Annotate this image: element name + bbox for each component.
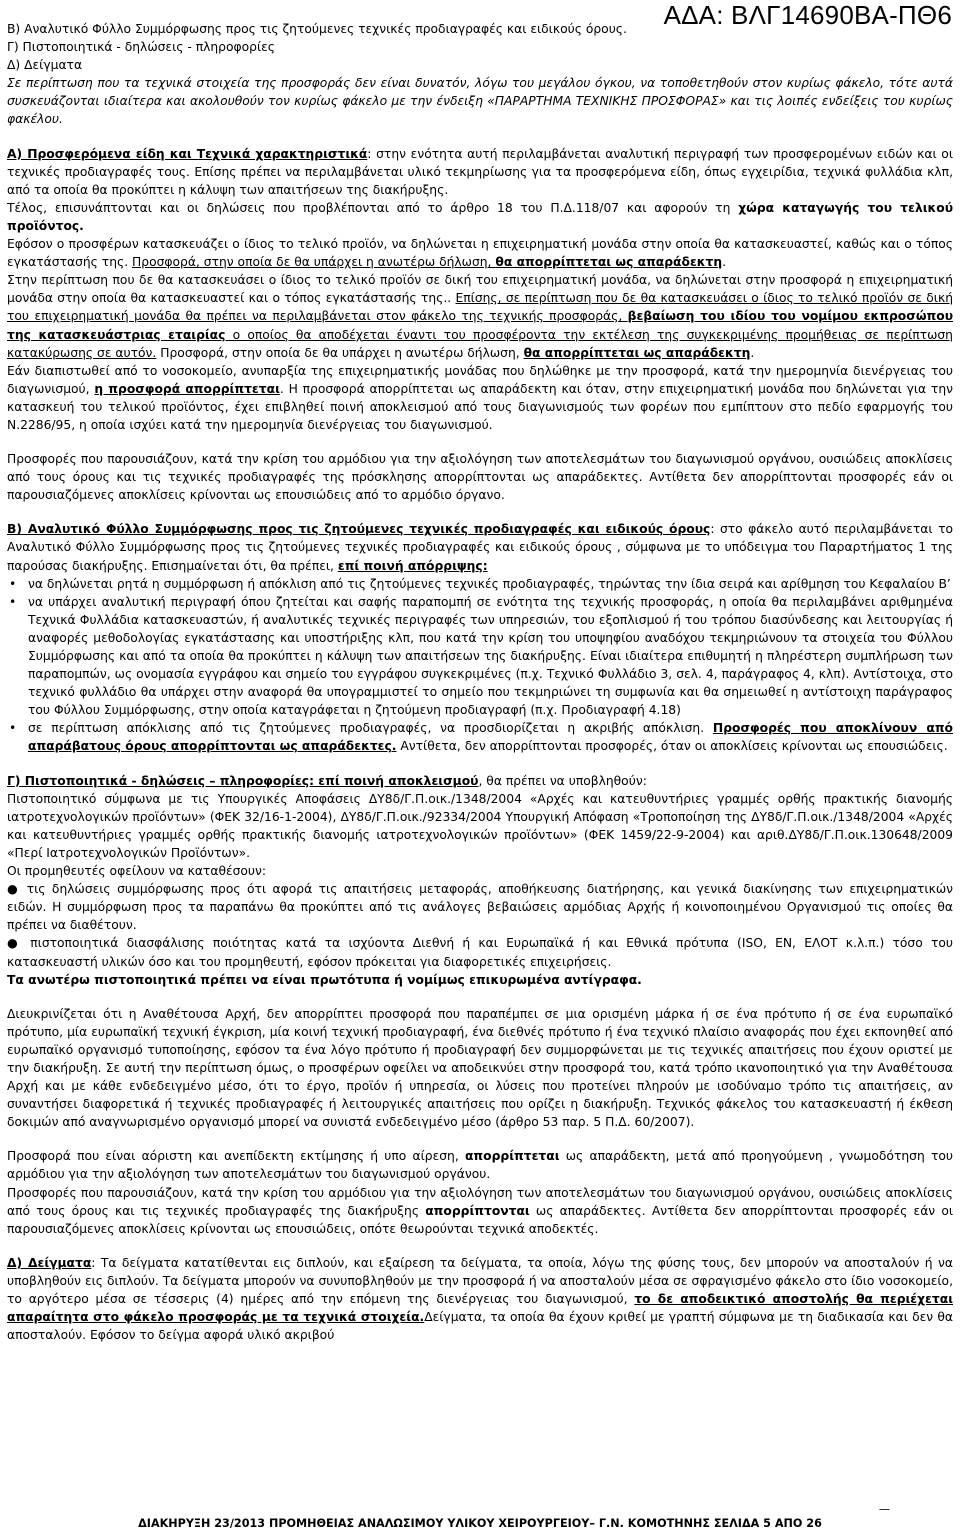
section-b-list — [7, 575, 953, 756]
section-g-p6: Διευκρινίζεται ότι η Αναθέτουσα Αρχή, δεν απορρίπτει προσφορά που παραπέμπει σε μια ορισμένη μάρκα ή σε ένα πρότυπο ή σε ένα ευρωπαϊκό πρότυπο, μία ευρωπαϊκή τεχνική έγκριση, μία κοινή τεχνική προδιαγραφή, ένα διεθνές πρότυπο ή ένα τεχνικό πλαίσιο αναφοράς που έχει εκπονηθεί από ευρωπαϊκό οργανισμό τυποποίησης, εφόσον τα ένα λόγο πρότυπο ή προδιαγραφή δεν συμμορφώνεται με τις τεχνικές απαιτήσεις που έχουν οριστεί με την διακήρυξη. Σε αυτή την περίπτωση όμως, ο προσφέρων οφείλει να αποδεικνύει στην προσφορά του, κατά τρόπο ικανοποιητικό για την Αναθέτουσα Αρχή και με κάθε ενδεδειγμένο μέσο, ότι το έργο, προϊόν ή υπηρεσία, οι λύσεις που προτείνει πληρούν με ισοδύναμο τρόπο τις απαιτήσεις, αν συναντήσει διαφορετικά ή τεχνικές προδιαγραφές ή λειτουργικές απαιτήσεις που ορίζει η διακήρυξη. Τεχνικός φάκελος του κατασκευαστή ή έκθεση δοκιμών από αναγνωρισμένο οργανισμό μπορεί να συνιστά ενδεδειγμένο μέσο (άρθρο 53 παρ. 5 Π.Δ. 60/2007). — [7, 1006, 953, 1130]
list-item: • σε περίπτωση απόκλισης από τις ζητούμενες προδιαγραφές, να προσδιορίζεται η ακριβής απόκλιση. Προσφορές που αποκλίνουν από απαράβατους όρους απορρίπτονται ως απαράδεκτες. Αντίθετα, δεν απορρίπτονται προσφορές, όταν οι αποκλίσεις κρίνονται ως επουσιώδεις. — [7, 719, 953, 755]
section-a-p2: Τέλος, επισυνάπτονται και οι δηλώσεις που προβλέπονται από το άρθρο 18 του Π.Δ.118/07 και αφορούν τη χώρα καταγωγής του τελικού προϊόντος. — [7, 200, 954, 233]
section-g-heading: Γ) Πιστοποιητικά - δηλώσεις – πληροφορίες: — [7, 773, 315, 788]
intro-note: Σε περίπτωση που τα τεχνικά στοιχεία της προσφοράς δεν είναι δυνατόν, λόγω του μεγάλου όγκου, να τοποθετηθούν στον κυρίως φάκελο, τότε αυτά συσκευάζονται ιδιαίτερα και ακολουθούν τον κυρίως φάκελο με την ένδειξη «ΠΑΡΑΡΤΗΜΑ ΤΕΧΝΙΚΗΣ ΠΡΟΣΦΟΡΑΣ» και τις λοιπές ενδείξεις του κυρίως φακέλου. — [7, 76, 953, 127]
section-a-p5: Εάν διαπιστωθεί από το νοσοκομείο, ανυπαρξία της επιχειρηματικής μονάδας που δηλώθηκε με την προσφορά, κατά την ημερομηνία διενέργειας του διαγωνισμού, η προσφορά απορρίπτεται. Η προσφορά απορρίπτεται ως απαράδεκτη και όταν, στην επιχειρηματική μονάδα που δηλώνεται για την κατασκευή του τελικού προϊόντος, έχει επιβληθεί ποινή αποκλεισμού από τους διαγωνισμούς των φορέων που εμπίπτουν στο πεδίο εφαρμογής του Ν.2286/95, η οποία ισχύει κατά την ημερομηνία διενέργειας του διαγωνισμού. — [7, 363, 953, 432]
section-g-p2: Οι προμηθευτές οφείλουν να καταθέσουν: — [7, 864, 267, 879]
intro-line-g: Γ) Πιστοποιητικά - δηλώσεις - πληροφορίες — [7, 40, 275, 55]
section-g-p3: ● τις δηλώσεις συμμόρφωσης προς ότι αφορά τις απαιτήσεις μεταφοράς, αποθήκευσης διατήρησης, και γενικά διακίνησης των επιχειρηματικών ειδών. Η συμμόρφωση προς τα παραπάνω θα προκύπτει από τις ανάλογες βεβαιώσεις αρμόδιας Αρχής ή κοινοποιημένου Οργανισμού τις οποίες θα πρέπει να διαθέτουν. — [7, 882, 953, 933]
section-a-heading: Α) Προσφερόμενα είδη και Τεχνικά χαρακτηριστικά — [7, 146, 368, 161]
section-b-heading: Β) Αναλυτικό Φύλλο Συμμόρφωσης προς τις ζητούμενες τεχνικές προδιαγραφές και ειδικούς όρους — [7, 522, 711, 537]
ada-code: ΑΔΑ: ΒΛΓ14690ΒΑ-ΠΘ6 — [663, 0, 952, 30]
section-g-p5: Τα ανωτέρω πιστοποιητικά πρέπει να είναι πρωτότυπα ή νομίμως επικυρωμένα αντίγραφα. — [7, 972, 642, 987]
footer-dash: — — [878, 1503, 890, 1516]
footer-text: ΔΙΑΚΗΡΥΞΗ 23/2013 ΠΡΟΜΗΘΕΙΑΣ ΑΝΑΛΩΣΙΜΟΥ ΥΛΙΚΟΥ ΧΕΙΡΟΥΡΓΕΙΟΥ– Γ.Ν. ΚΟΜΟΤΗΝΗΣ ΣΕΛΙΔΑ 5 ΑΠΟ 26 — [138, 1517, 822, 1530]
list-item: • να δηλώνεται ρητά η συμμόρφωση ή απόκλιση από τις ζητούμενες τεχνικές προδιαγραφές, τηρώντας την ίδια σειρά και αρίθμηση του Κεφαλαίου Β’ — [7, 575, 953, 593]
section-g-p7: Προσφορά που είναι αόριστη και ανεπίδεκτη εκτίμησης ή υπο αίρεση, απορρίπτεται ως απαράδεκτη, μετά από προηγούμενη , γνωμοδότηση του αρμόδιου για την αξιολόγηση των αποτελεσμάτων του διαγωνισμού οργάνου. — [7, 1149, 954, 1182]
section-a-p4: Στην περίπτωση που δε θα κατασκευάσει ο ίδιος το τελικό προϊόν σε δική του επιχειρηματική μονάδα, να δηλώνεται στην προσφορά η επιχειρηματική μονάδα στην οποία θα κατασκευαστεί και ο τόπος εγκατάστασής της.. Επίσης, σε περίπτωση που δε θα κατασκευάσει ο ίδιος το τελικό προϊόν σε δική του επιχειρηματική μονάδα θα πρέπει να περιλαμβάνεται στον φάκελο της τεχνικής προσφοράς, βεβαίωση του ιδίου του νομίμου εκπροσώπου της κατασκευάστριας εταιρίας ο οποίος θα αποδέχεται έναντι του προσφέροντα την εκτέλεση της συγκεκριμένης προμήθειας σε περίπτωση κατακύρωσης σε αυτόν. Προσφορά, στην οποία δε θα υπάρχει η ανωτέρω δήλωση, θα απορρίπτεται ως απαράδεκτη. — [7, 273, 953, 360]
section-g-p4: ● πιστοποιητικά διασφάλισης ποιότητας κατά τα ισχύοντα Διεθνή ή και Ευρωπαϊκά ή και Εθνικά πρότυπα (ISO, EN, ΕΛΟΤ κ.λ.π.) τόσο του κατασκευαστή υλικών όσο και του προμηθευτή, εφόσον πρόκειται για διαφορετικές επιχειρήσεις. — [7, 936, 953, 969]
section-d-heading: Δείγματα — [27, 1255, 92, 1270]
section-g-p8: Προσφορές που παρουσιάζουν, κατά την κρίση του αρμόδιου για την αξιολόγηση των αποτελεσμάτων του διαγωνισμού οργάνου, ουσιώδεις αποκλίσεις από τους όρους και τις τεχνικές προδιαγραφές της διακήρυξης απορρίπτονται ως απαράδεκτες. Αντίθετα δεν απορρίπτονται προσφορές εάν οι παρουσιαζόμενες αποκλίσεις κρίνονται ως επουσιώδεις, οπότε θεωρούνται τεχνικά αποδεκτές. — [7, 1185, 954, 1236]
section-g-p1: Πιστοποιητικό σύμφωνα με τις Υπουργικές Αποφάσεις ΔΥ8δ/Γ.Π.οικ./1348/2004 «Αρχές και κατευθυντήριες γραμμές ορθής πρακτικής διανομής ιατροτεχνολογικών προϊόντων» (ΦΕΚ 32/16-1-2004), ΔΥ8δ/Γ.Π.οικ./92334/2004 Υπουργική Απόφαση «Τροποποίηση της ΔΥ8δ/Γ.Π.οικ./1348/2004 «Αρχές και κατευθυντήριες γραμμές ορθής πρακτικής διανομής ιατροτεχνολογικών προϊόντων» (ΦΕΚ 1459/22-9-2004) και αριθ.ΔΥ8δ/Γ.Π.οικ.130648/2009 «Περί Ιατροτεχνολογικών Προϊόντων». — [7, 791, 953, 860]
intro-line-b: Β) Αναλυτικό Φύλλο Συμμόρφωσης προς τις ζητούμενες τεχνικές προδιαγραφές και ειδικούς όρους. — [7, 22, 627, 36]
section-b-p1: Β) Αναλυτικό Φύλλο Συμμόρφωσης προς τις ζητούμενες τεχνικές προδιαγραφές και ειδικούς όρους: στο φάκελο αυτό περιλαμβάνεται το Αναλυτικό Φύλλο Συμμόρφωσης προς τις ζητούμενες τεχνικές προδιαγραφές και ειδικούς όρους , σύμφωνα με το υπόδειγμα του Παραρτήματος 1 της παρούσας διακήρυξης. Επισημαίνεται ότι, θα πρέπει, επί ποινή απόρριψης: — [7, 522, 953, 573]
section-d-p1: Δ) Δείγματα: Τα δείγματα κατατίθενται εις διπλούν, και εξαίρεση τα δείγματα, τα οποία, λόγω της φύσης τους, δεν μπορούν να αποσταλούν ή να υποβληθούν εις διπλούν. Τα δείγματα μπορούν να συνυποβληθούν με την προσφορά ή να αποσταλούν μέσα σε σφραγισμένο φάκελο στο ίδιο νοσοκομείο, το αργότερο μέσα σε τέσσερις (4) ημέρες από την επόμενη της διενέργειας του διαγωνισμού, το δε αποδεικτικό αποστολής θα περιέχεται απαραίτητα στο φάκελο προσφοράς με τα τεχνικά στοιχεία.Δείγματα, τα οποία θα έχουν κριθεί με γραπτή σύμφωνα με τη διαδικασία και δεν θα αποσταλούν. Εφόσον το δείγμα αφορά υλικό ακριβού — [7, 1255, 954, 1343]
page-footer — [0, 1503, 960, 1532]
section-a-p3: Εφόσον ο προσφέρων κατασκευάζει ο ίδιος το τελικό προϊόν, να δηλώνεται η επιχειρηματική μονάδα στην οποία θα κατασκευαστεί, καθώς και ο τόπος εγκατάστασής της. Προσφορά, στην οποία δε θα υπάρχει η ανωτέρω δήλωση, θα απορρίπτεται ως απαράδεκτη. — [7, 237, 953, 270]
section-a-p6: Προσφορές που παρουσιάζουν, κατά την κρίση του αρμόδιου για την αξιολόγηση των αποτελεσμάτων του διαγωνισμού οργάνου, ουσιώδεις αποκλίσεις από τους όρους και τις τεχνικές προδιαγραφές της πρόσκλησης απορρίπτονται ως απαράδεκτες. Αντίθετα δεν απορρίπτονται προσφορές εάν οι παρουσιαζόμενες αποκλίσεις κρίνονται ως επουσιώδεις από το αρμόδιο όργανο. — [7, 452, 953, 503]
intro-line-d: Δ) Δείγματα — [7, 58, 83, 73]
section-g-heading-line: Γ) Πιστοποιητικά - δηλώσεις – πληροφορίες: επί ποινή αποκλεισμού, θα πρέπει να υποβληθούν: — [7, 773, 647, 788]
document-page — [7, 0, 953, 1344]
section-a-p1: Α) Προσφερόμενα είδη και Τεχνικά χαρακτηριστικά: στην ενότητα αυτή περιλαμβάνεται αναλυτική περιγραφή των προσφερομένων ειδών και οι τεχνικές προδιαγραφές τους. Επίσης πρέπει να περιλαμβάνεται υλικό τεκμηρίωσης για τα προσφερόμενα είδη, όπως εγχειρίδια, τεχνικά φυλλάδια κλπ, από τα οποία θα προκύπτει η κάλυψη των απαιτήσεων της διακήρυξης. — [7, 146, 953, 197]
list-item: • να υπάρχει αναλυτική περιγραφή όπου ζητείται και σαφής παραπομπή σε ενότητα της τεχνικής προσφοράς, η οποία θα περιλαμβάνει αριθμημένα Τεχνικά Φυλλάδια κατασκευαστών, ή αναλυτικές τεχνικές περιγραφές των υπηρεσιών, του εξοπλισμού ή του τρόπου διασύνδεσης και λειτουργίας ή αναφορές μεθοδολογίας εγκατάστασης και υποστήριξης κλπ, που κατά την κρίση του υποψηφίου αναδόχου τεκμηριώνουν τα στοιχεία του Φύλλου Συμμόρφωσης και από τα οποία θα προκύπτει η κάλυψη των απαιτήσεων της διακήρυξης. Είναι ιδιαίτερα επιθυμητή η πληρέστερη συμπλήρωση των παραπομπών, ως ονομασία εγγράφου και σημείο του εγγράφου συγκεκριμένες (π.χ. Τεχνικό Φυλλάδιο 3, σελ. 4, παράγραφος 4, κλπ). Αντίστοιχα, στο τεχνικό φυλλάδιο θα υπάρχει στην αναφορά θα υπογραμμιστεί το σημείο που τεκμηριώνει τη συμφωνία και θα σημειωθεί η αντίστοιχη παράγραφος του Φύλλου Συμμόρφωσης, στην οποία καταγράφεται η ζητούμενη προδιαγραφή (π.χ. Προδιαγραφή 4.18) — [7, 593, 953, 720]
